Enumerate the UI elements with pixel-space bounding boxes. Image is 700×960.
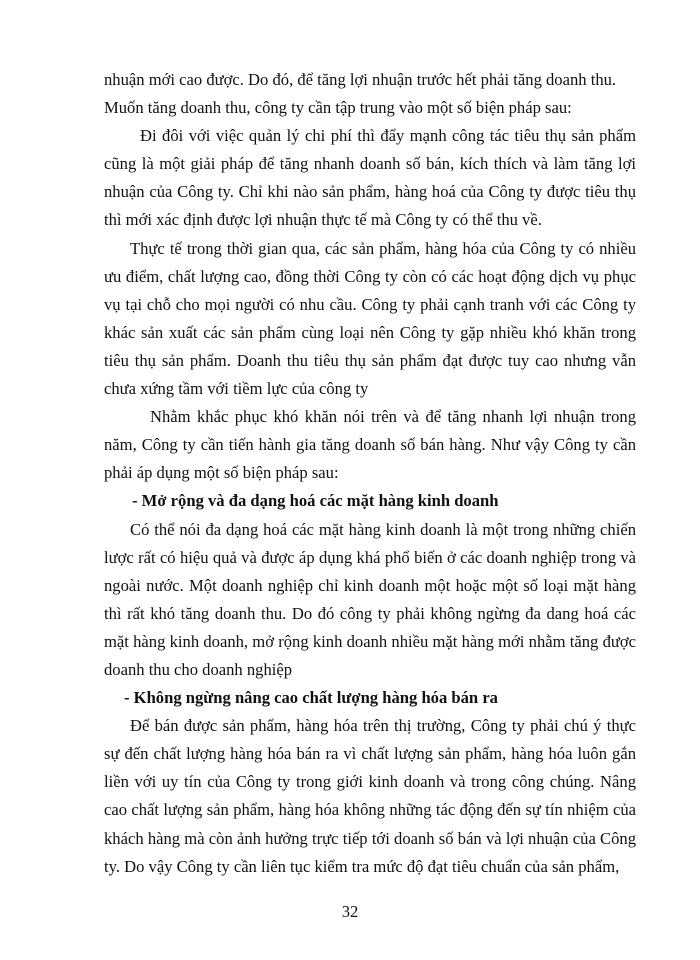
body-text [104,66,636,881]
paragraph-current-situation: Thực tế trong thời gian qua, các sản phẩm, hàng hóa của Công ty có nhiều ưu điểm, chất lượng cao, đồng thời Công ty còn có các hoạt động dịch vụ phục vụ tại chỗ cho mọi người có nhu cầu. Công ty phải cạnh tranh với các Công ty khác sản xuất các sản phẩm cùng loại nên Công ty gặp nhiều khó khăn trong tiêu thụ sản phẩm. Doanh thu tiêu thụ sản phẩm đạt được tuy cao nhưng vẫn chưa xứng tầm với tiềm lực của công ty [104,238,636,399]
paragraph-quality: Để bán được sản phẩm, hàng hóa trên thị trường, Công ty phải chú ý thực sự đến chất lượng hàng hóa bán ra vì chất lượng sản phẩm, hàng hóa luôn gắn liền với uy tín của Công ty trong giới kinh doanh và trong công chúng. Nâng cao chất lượng sản phẩm, hàng hóa không những tác động đến sự tín nhiệm của khách hàng mà còn ảnh hưởng trực tiếp tới doanh số bán và lợi nhuận của Công ty. Do vậy Công ty cần liên tục kiểm tra mức độ đạt tiêu chuẩn của sản phẩm, [104,716,636,876]
section-heading-quality: - Không ngừng nâng cao chất lượng hàng hóa bán ra [124,688,498,708]
page-number: 32 [341,902,359,921]
paragraph-diversify: Có thể nói đa dạng hoá các mặt hàng kinh doanh là một trong những chiến lược rất có hiệu quả và được áp dụng khá phổ biến ở các doanh nghiệp trong và ngoài nước. Một doanh nghiệp chỉ kinh doanh một hoặc một số loại mặt hàng thì rất khó tăng doanh thu. Do đó công ty phải không ngừng đa dang hoá các mặt hàng kinh doanh, mở rộng kinh doanh nhiều mặt hàng mới nhằm tăng được doanh thu cho doanh nghiệp [104,519,636,679]
paragraph-line: nhuận mới cao được. Do đó, để tăng lợi nhuận trước hết phải tăng doanh thu. [104,70,617,89]
paragraph-line: Muốn tăng doanh thu, công ty cần tập trung vào một số biện pháp sau: [104,98,572,118]
paragraph-continued [104,66,636,122]
paragraph-measures-intro: Nhằm khắc phục khó khăn nói trên và để tăng nhanh lợi nhuận trong năm, Công ty cần tiến hành gia tăng doanh số bán hàng. Như vậy Công ty cần phải áp dụng một số biện pháp sau: [104,407,636,483]
section-heading-diversify: - Mở rộng và đa dạng hoá các mặt hàng kinh doanh [132,491,499,511]
paragraph-sales-promotion: Đi đôi với việc quản lý chi phí thì đẩy mạnh công tác tiêu thụ sản phẩm cũng là một giải pháp để tăng nhanh doanh số bán, kích thích và làm tăng lợi nhuận của Công ty. Chỉ khi nào sản phẩm, hàng hoá của Công ty được tiêu thụ thì mới xác định được lợi nhuận thực tế mà Công ty có thể thu về. [104,126,636,230]
